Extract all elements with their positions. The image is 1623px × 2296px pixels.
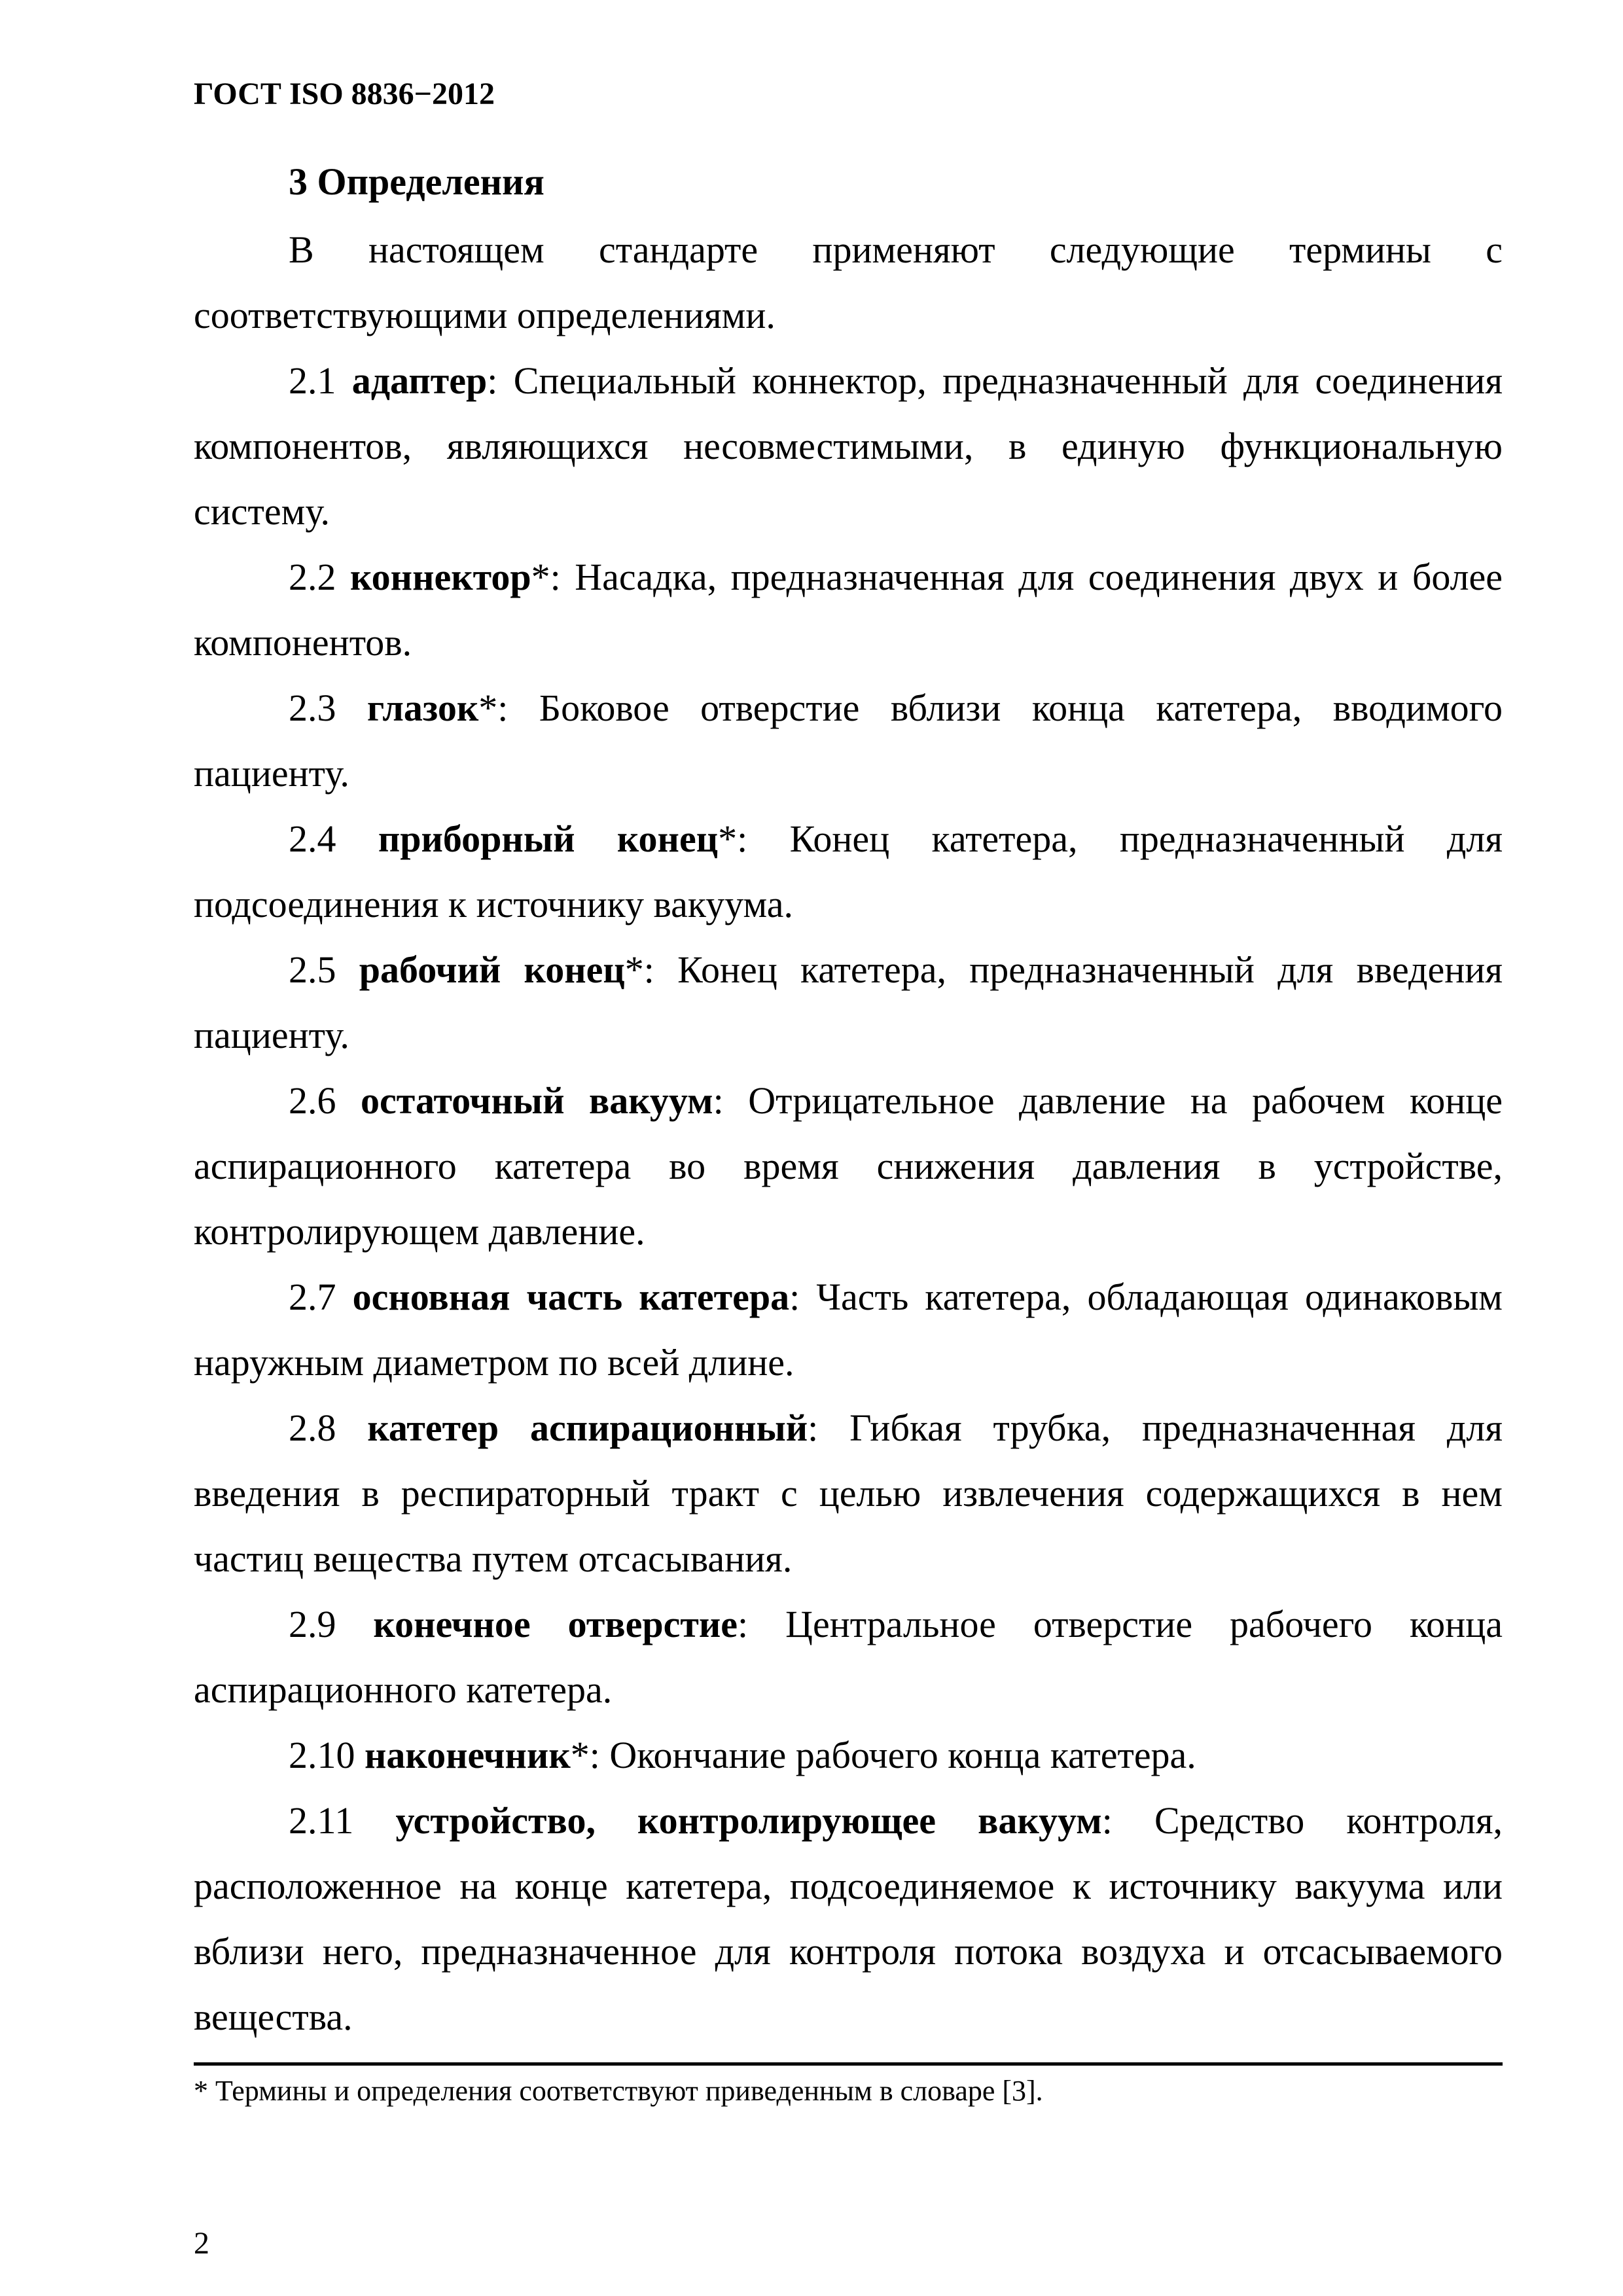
term-definition: : Гибкая трубка, предназначенная для введения в респираторный тракт с целью извлечения содержащихся в нем частиц вещества путем отсасывания. — [194, 1407, 1503, 1580]
term-entry — [194, 1723, 1503, 1788]
term-entry — [194, 1395, 1503, 1592]
intro-paragraph: В настоящем стандарте применяют следующие термины с соответствующими определениями. — [194, 228, 1503, 336]
term-definition: : Насадка, предназначенная для соединения двух и более компонентов. — [194, 556, 1503, 664]
term-name: глазок — [366, 687, 479, 729]
term-name: рабочий конец — [359, 948, 625, 991]
term-entry — [194, 348, 1503, 545]
term-entry — [194, 1068, 1503, 1265]
term-definition: : Окончание рабочего конца катетера. — [589, 1734, 1196, 1776]
term-definition: : Отрицательное давление на рабочем конце аспирационного катетера во время снижения давления в устройстве, контролирующем давление. — [194, 1079, 1503, 1253]
term-entry — [194, 1265, 1503, 1395]
term-definition: : Центральное отверстие рабочего конца аспирационного катетера. — [194, 1603, 1503, 1711]
document-header: ГОСТ ISO 8836−2012 — [194, 77, 495, 111]
term-number: 2.11 — [289, 1799, 354, 1842]
term-name: основная часть катетера — [352, 1276, 790, 1318]
term-name: коннектор — [350, 556, 531, 598]
term-number: 2.5 — [289, 948, 336, 991]
term-number: 2.4 — [289, 817, 336, 860]
term-name: адаптер — [351, 359, 488, 402]
term-definition: : Конец катетера, предназначенный для введения пациенту. — [194, 948, 1503, 1056]
terms-list — [194, 348, 1503, 2050]
page-number: 2 — [194, 2226, 209, 2261]
term-footnote-mark: * — [570, 1734, 590, 1776]
term-number: 2.6 — [289, 1079, 336, 1122]
term-footnote-mark: * — [624, 948, 644, 991]
term-footnote-mark: * — [531, 556, 550, 598]
footnote-divider — [194, 2062, 1503, 2066]
term-name: катетер аспирационный — [367, 1407, 808, 1449]
term-entry — [194, 545, 1503, 675]
term-number: 2.2 — [289, 556, 336, 598]
term-entry — [194, 675, 1503, 806]
term-name: конечное отверстие — [373, 1603, 738, 1645]
term-entry — [194, 806, 1503, 937]
term-footnote-mark: * — [478, 687, 498, 729]
term-definition: : Часть катетера, обладающая одинаковым наружным диаметром по всей длине. — [194, 1276, 1503, 1384]
term-footnote-mark: * — [718, 817, 738, 860]
footnote: * Термины и определения соответствуют приведенным в словаре [3]. — [194, 2075, 1043, 2107]
term-definition: : Боковое отверстие вблизи конца катетера, вводимого пациенту. — [194, 687, 1503, 795]
term-name: наконечник — [365, 1734, 571, 1776]
term-name: устройство, контролирующее вакуум — [395, 1799, 1102, 1842]
term-definition: : Конец катетера, предназначенный для подсоединения к источнику вакуума. — [194, 817, 1503, 925]
term-number: 2.1 — [289, 359, 336, 402]
term-number: 2.8 — [289, 1407, 336, 1449]
term-entry — [194, 1592, 1503, 1723]
term-definition: : Специальный коннектор, предназначенный для соединения компонентов, являющихся несовместимыми, в единую функциональную систему. — [194, 359, 1503, 533]
term-entry — [194, 937, 1503, 1068]
term-number: 2.7 — [289, 1276, 336, 1318]
document-body — [194, 217, 1503, 2050]
term-entry — [194, 1788, 1503, 2050]
section-title: 3 Определения — [289, 160, 544, 203]
term-name: приборный конец — [378, 817, 719, 860]
term-definition: : Средство контроля, расположенное на конце катетера, подсоединяемое к источнику вакуума или вблизи него, предназначенное для контроля потока воздуха и отсасываемого вещества. — [194, 1799, 1503, 2038]
term-name: остаточный вакуум — [361, 1079, 713, 1122]
term-number: 2.10 — [289, 1734, 355, 1776]
term-number: 2.9 — [289, 1603, 336, 1645]
term-number: 2.3 — [289, 687, 336, 729]
